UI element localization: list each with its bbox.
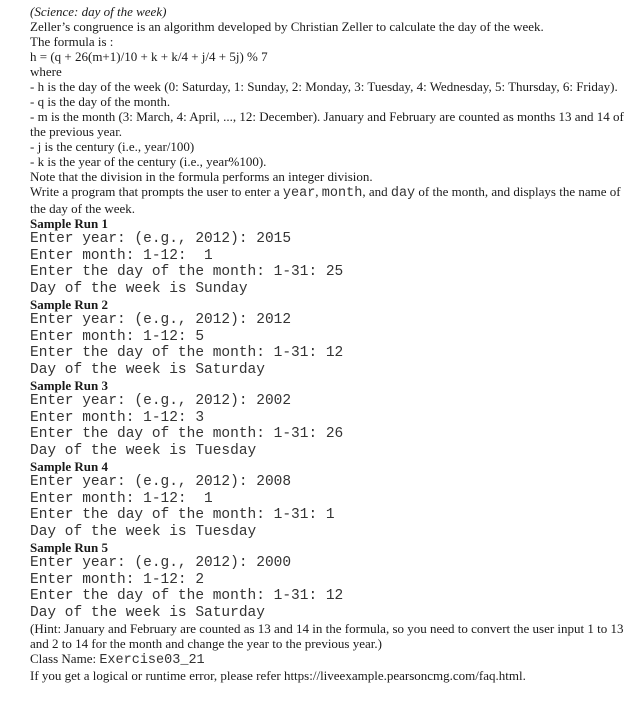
sample-run-2-title: Sample Run 2 (30, 297, 109, 312)
run-3-line-1: Enter year: (e.g., 2012): 2002 (30, 393, 292, 409)
sample-run-3-title: Sample Run 3 (30, 378, 109, 393)
run-4-line-2: Enter month: 1-12: 1 (30, 490, 213, 507)
hint-text: (Hint: January and February are counted as 13 and 14 in the formula, so you need to convert the user input 1 to 13 and 2 to 14 for the month and change the year to the previous year.) (30, 621, 624, 651)
formula-label: The formula is : (30, 34, 114, 49)
exercise-page (30, 4, 626, 683)
run-4-line-3: Enter the day of the month: 1-31: 1 (30, 507, 335, 523)
def-k: - k is the year of the century (i.e., year%100). (30, 154, 267, 169)
error-help-text: If you get a logical or runtime error, please refer https://liveexample.pearsoncmg.com/faq.html. (30, 668, 526, 683)
run-5-line-4: Day of the week is Saturday (30, 604, 265, 621)
run-4-line-4: Day of the week is Tuesday (30, 523, 257, 540)
formula: h = (q + 26(m+1)/10 + k + k/4 + j/4 + 5j) % 7 (30, 49, 268, 64)
run-3-line-3: Enter the day of the month: 1-31: 26 (30, 426, 344, 442)
def-m: - m is the month (3: March, 4: April, ..., 12: December). January and February are counted as months 13 and 14 of the previous year. (30, 109, 624, 139)
class-name: Class Name: Exercise03_21 (30, 651, 205, 668)
exercise-title: (Science: day of the week) (30, 4, 167, 19)
run-5-line-1: Enter year: (e.g., 2012): 2000 (30, 555, 292, 571)
def-h: - h is the day of the week (0: Saturday, 1: Sunday, 2: Monday, 3: Tuesday, 4: Wednesday, 5: Thursday, 6: Friday). (30, 79, 618, 94)
run-4-line-1: Enter year: (e.g., 2012): 2008 (30, 474, 292, 490)
run-2-line-4: Day of the week is Saturday (30, 361, 265, 378)
run-5-line-2: Enter month: 1-12: 2 (30, 571, 205, 588)
run-1-line-2: Enter month: 1-12: 1 (30, 247, 213, 264)
task-text: Write a program that prompts the user to enter a year, month, and day of the month, and displays the name of the day of the week. (30, 184, 621, 216)
run-1-line-4: Day of the week is Sunday (30, 280, 248, 297)
sample-run-5-title: Sample Run 5 (30, 540, 109, 555)
run-3-line-4: Day of the week is Tuesday (30, 442, 257, 459)
sample-run-4-title: Sample Run 4 (30, 459, 109, 474)
division-note: Note that the division in the formula performs an integer division. (30, 169, 373, 184)
where-label: where (30, 64, 62, 79)
run-2-line-3: Enter the day of the month: 1-31: 12 (30, 345, 344, 361)
run-1-line-1: Enter year: (e.g., 2012): 2015 (30, 231, 292, 247)
intro-text: Zeller’s congruence is an algorithm developed by Christian Zeller to calculate the day of the week. (30, 19, 544, 34)
sample-run-1-title: Sample Run 1 (30, 216, 109, 231)
run-3-line-2: Enter month: 1-12: 3 (30, 409, 205, 426)
run-2-line-2: Enter month: 1-12: 5 (30, 328, 205, 345)
run-1-line-3: Enter the day of the month: 1-31: 25 (30, 264, 344, 280)
def-j: - j is the century (i.e., year/100) (30, 139, 195, 154)
run-5-line-3: Enter the day of the month: 1-31: 12 (30, 588, 344, 604)
def-q: - q is the day of the month. (30, 94, 171, 109)
run-2-line-1: Enter year: (e.g., 2012): 2012 (30, 312, 292, 328)
